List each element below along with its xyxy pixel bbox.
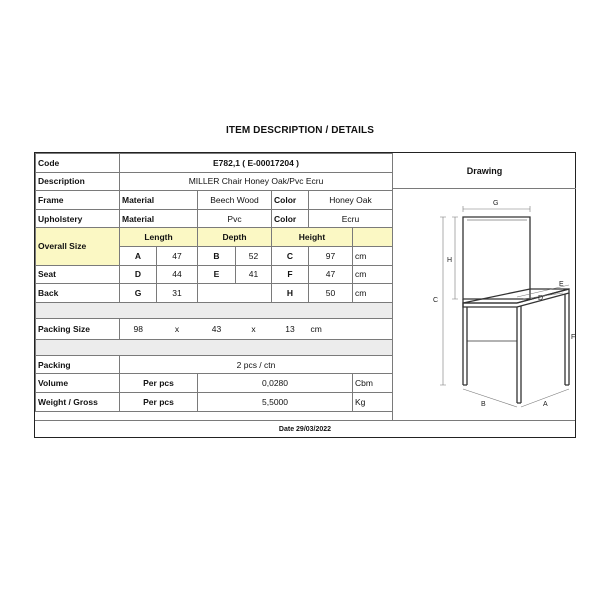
dim-d-letter: D — [120, 265, 157, 284]
label-b: B — [481, 401, 486, 408]
row-description — [36, 172, 393, 191]
dim-b-line — [463, 389, 517, 407]
packing-size-height: 13 — [272, 318, 309, 339]
height-header: Height — [272, 228, 353, 247]
spacer-row — [36, 339, 393, 355]
volume-label: Volume — [36, 374, 120, 393]
description-label: Description — [36, 172, 120, 191]
packing-size-blank — [353, 318, 393, 339]
code-label: Code — [36, 154, 120, 173]
volume-unit: Cbm — [353, 374, 393, 393]
weight-per: Per pcs — [120, 392, 198, 411]
page-title: ITEM DESCRIPTION / DETAILS — [226, 125, 374, 136]
spacer-row — [36, 302, 393, 318]
packing-size-x2: x — [236, 318, 272, 339]
packing-value: 2 pcs / ctn — [120, 355, 393, 374]
overall-unit: cm — [353, 246, 393, 265]
packing-size-unit: cm — [309, 318, 353, 339]
back-label: Back — [36, 284, 120, 303]
backrest-shape — [463, 217, 530, 299]
dim-b-value: 52 — [236, 246, 272, 265]
frame-label: Frame — [36, 191, 120, 210]
length-header: Length — [120, 228, 198, 247]
dim-e-letter: E — [198, 265, 236, 284]
spec-table — [35, 153, 393, 412]
row-overall-size-headers — [36, 228, 393, 247]
drawing-panel — [392, 153, 576, 420]
dim-a-letter: A — [120, 246, 157, 265]
upholstery-material-label: Material — [120, 209, 198, 228]
label-c: C — [433, 297, 439, 304]
packing-size-length: 98 — [120, 318, 157, 339]
row-back — [36, 284, 393, 303]
header-blank — [353, 228, 393, 247]
dim-h-value: 50 — [309, 284, 353, 303]
packing-size-width: 43 — [198, 318, 236, 339]
front-right-leg — [517, 306, 521, 403]
dim-g-value: 31 — [157, 284, 198, 303]
dim-c-line — [440, 217, 446, 385]
row-weight — [36, 392, 393, 411]
row-code — [36, 154, 393, 173]
dim-c-value: 97 — [309, 246, 353, 265]
back-blank — [198, 284, 272, 303]
row-packing — [36, 355, 393, 374]
row-seat — [36, 265, 393, 284]
seat-label: Seat — [36, 265, 120, 284]
weight-label: Weight / Gross — [36, 392, 120, 411]
overall-size-label: Overall Size — [36, 228, 120, 265]
volume-per: Per pcs — [120, 374, 198, 393]
frame-material: Beech Wood — [198, 191, 272, 210]
seat-shape — [463, 289, 569, 303]
depth-header: Depth — [198, 228, 272, 247]
front-left-leg — [463, 299, 467, 385]
seat-unit: cm — [353, 265, 393, 284]
label-d: D — [538, 295, 544, 302]
dim-f-value: 47 — [309, 265, 353, 284]
spec-sheet — [34, 152, 576, 438]
chair-diagram — [393, 189, 576, 419]
row-volume — [36, 374, 393, 393]
label-f: F — [571, 334, 576, 341]
dim-c-letter: C — [272, 246, 309, 265]
weight-value: 5,5000 — [198, 392, 353, 411]
upholstery-material: Pvc — [198, 209, 272, 228]
upholstery-color-label: Color — [272, 209, 309, 228]
date-footer: Date 29/03/2022 — [35, 420, 575, 438]
upholstery-color: Ecru — [309, 209, 393, 228]
dim-f-letter: F — [272, 265, 309, 284]
row-packing-size — [36, 318, 393, 339]
frame-color-label: Color — [272, 191, 309, 210]
dim-d-value: 44 — [157, 265, 198, 284]
label-h: H — [447, 257, 453, 264]
dim-e-value: 41 — [236, 265, 272, 284]
drawing-title: Drawing — [466, 166, 503, 176]
dim-b-letter: B — [198, 246, 236, 265]
label-a: A — [543, 401, 548, 408]
dim-a-value: 47 — [157, 246, 198, 265]
label-g: G — [493, 200, 499, 207]
upholstery-label: Upholstery — [36, 209, 120, 228]
code-value: E782,1 ( E-00017204 ) — [120, 154, 393, 173]
frame-material-label: Material — [120, 191, 198, 210]
row-upholstery — [36, 209, 393, 228]
volume-value: 0,0280 — [198, 374, 353, 393]
weight-unit: Kg — [353, 392, 393, 411]
packing-label: Packing — [36, 355, 120, 374]
label-e: E — [559, 281, 564, 288]
dim-h-line — [452, 217, 458, 299]
frame-color: Honey Oak — [309, 191, 393, 210]
back-right-leg — [565, 293, 569, 385]
row-frame — [36, 191, 393, 210]
back-unit: cm — [353, 284, 393, 303]
description-value: MILLER Chair Honey Oak/Pvc Ecru — [120, 172, 393, 191]
packing-size-label: Packing Size — [36, 318, 120, 339]
packing-size-x1: x — [157, 318, 198, 339]
dim-g-letter: G — [120, 284, 157, 303]
dim-h-letter: H — [272, 284, 309, 303]
